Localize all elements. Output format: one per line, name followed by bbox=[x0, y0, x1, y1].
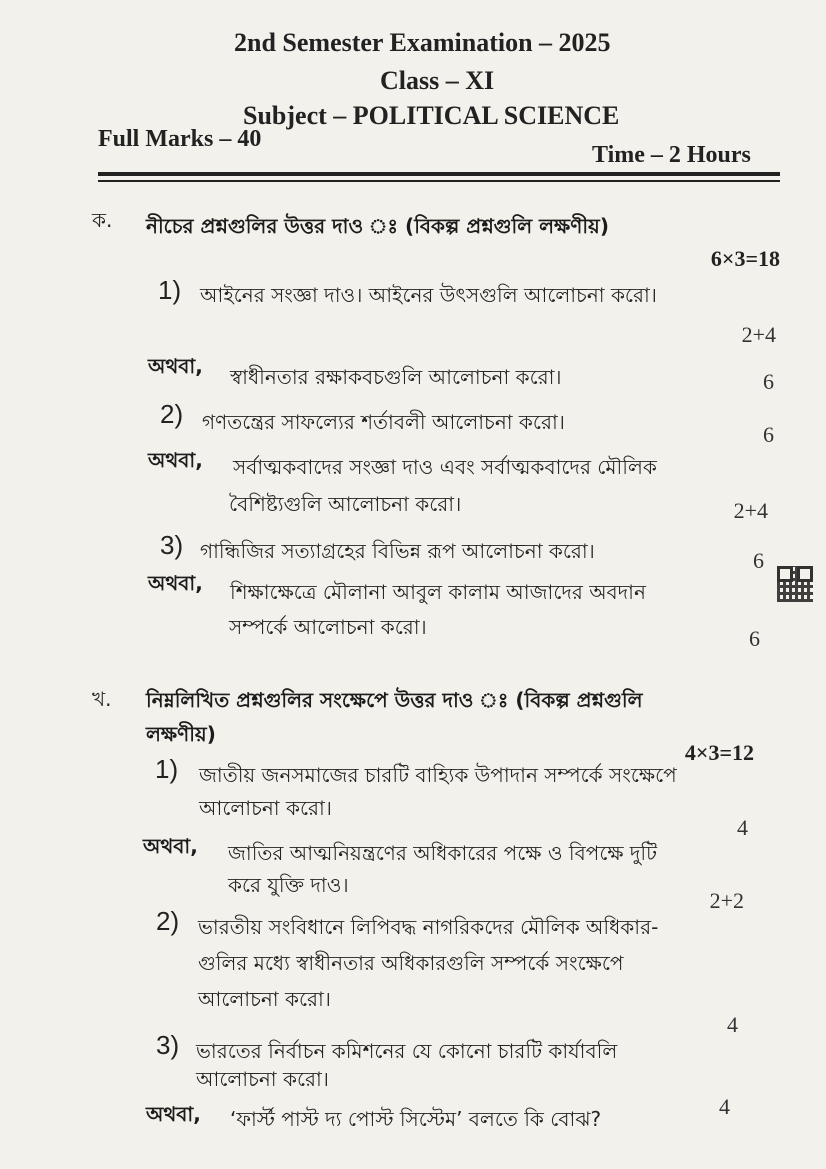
section-a-label: ক. bbox=[92, 208, 113, 232]
a-q2-marks: 6 bbox=[763, 422, 774, 447]
b-q1-marks: 4 bbox=[737, 815, 748, 840]
header-rule-thick bbox=[98, 172, 780, 176]
a-q3-number: 3) bbox=[160, 530, 184, 560]
a-or2-marks: 2+4 bbox=[733, 498, 768, 523]
b-or1-line1: জাতির আত্মনিয়ন্ত্রণের অধিকারের পক্ষে ও বিপক্ষে দুটি bbox=[228, 841, 658, 865]
section-b-title-line1: নিম্নলিখিত প্রশ্নগুলির সংক্ষেপে উত্তর দাও ঃ (বিকল্প প্রশ্নগুলি bbox=[146, 688, 643, 712]
b-q2-line2: গুলির মধ্যে স্বাধীনতার অধিকারগুলি সম্পর্কে সংক্ষেপে bbox=[198, 951, 624, 975]
a-or3-line2: সম্পর্কে আলোচনা করো। bbox=[229, 615, 427, 639]
b-q2-line3: আলোচনা করো। bbox=[198, 987, 331, 1011]
time-limit: Time – 2 Hours bbox=[592, 142, 751, 168]
b-or3-label: অথবা, bbox=[146, 1102, 201, 1126]
a-or1-label: অথবা, bbox=[148, 354, 203, 378]
header-rule-thin bbox=[98, 180, 780, 182]
section-a-marks: 6×3=18 bbox=[710, 246, 780, 271]
b-q3-line2: আলোচনা করো। bbox=[196, 1067, 329, 1091]
b-or3-text: ‘ফার্স্ট পাস্ট দ্য পোস্ট সিস্টেম’ বলতে কি বোঝ? bbox=[230, 1107, 602, 1131]
b-q1-line2: আলোচনা করো। bbox=[199, 796, 332, 820]
b-q3-number: 3) bbox=[156, 1030, 180, 1060]
b-or3-marks: 4 bbox=[719, 1094, 730, 1119]
section-b-label: খ. bbox=[92, 687, 112, 711]
section-a-title: নীচের প্রশ্নগুলির উত্তর দাও ঃ (বিকল্প প্রশ্নগুলি লক্ষণীয়) bbox=[146, 214, 609, 238]
a-q2-number: 2) bbox=[160, 399, 184, 429]
qr-code bbox=[777, 566, 813, 602]
subject-label: Subject – POLITICAL SCIENCE bbox=[243, 101, 620, 130]
a-or1-marks: 6 bbox=[763, 369, 774, 394]
b-or1-marks: 2+2 bbox=[709, 888, 744, 913]
b-q1-number: 1) bbox=[155, 754, 179, 784]
section-b-marks: 4×3=12 bbox=[684, 740, 754, 765]
full-marks: Full Marks – 40 bbox=[98, 126, 262, 152]
a-q1-text: আইনের সংজ্ঞা দাও। আইনের উৎসগুলি আলোচনা করো। bbox=[200, 283, 657, 307]
a-or1-text: স্বাধীনতার রক্ষাকবচগুলি আলোচনা করো। bbox=[230, 365, 562, 389]
a-or3-line1: শিক্ষাক্ষেত্রে মৌলানা আবুল কালাম আজাদের অবদান bbox=[230, 580, 646, 604]
a-or2-label: অথবা, bbox=[148, 448, 203, 472]
a-q1-number: 1) bbox=[158, 275, 182, 305]
b-q2-line1: ভারতীয় সংবিধানে লিপিবদ্ধ নাগরিকদের মৌলিক অধিকার- bbox=[198, 915, 659, 939]
b-q2-marks: 4 bbox=[727, 1012, 738, 1037]
b-q3-line1: ভারতের নির্বাচন কমিশনের যে কোনো চারটি কার্যাবলি bbox=[196, 1039, 618, 1063]
a-or3-marks: 6 bbox=[749, 626, 760, 651]
a-q1-marks: 2+4 bbox=[741, 322, 776, 347]
a-or2-line1: সর্বাত্মকবাদের সংজ্ঞা দাও এবং সর্বাত্মকবাদের মৌলিক bbox=[233, 455, 657, 479]
b-q2-number: 2) bbox=[156, 906, 180, 936]
b-q1-line1: জাতীয় জনসমাজের চারটি বাহ্যিক উপাদান সম্পর্কে সংক্ষেপে bbox=[199, 763, 677, 787]
a-or2-line2: বৈশিষ্ট্যগুলি আলোচনা করো। bbox=[229, 492, 462, 516]
a-q3-marks: 6 bbox=[753, 548, 764, 573]
b-or1-label: অথবা, bbox=[143, 834, 198, 858]
a-q3-text: গান্ধিজির সত্যাগ্রহের বিভিন্ন রূপ আলোচনা করো। bbox=[200, 539, 595, 563]
exam-title: 2nd Semester Examination – 2025 bbox=[234, 28, 611, 57]
section-b-title-line2: লক্ষণীয়) bbox=[146, 722, 216, 746]
a-or3-label: অথবা, bbox=[148, 571, 203, 595]
class-label: Class – XI bbox=[380, 66, 495, 95]
a-q2-text: গণতন্ত্রের সাফল্যের শর্তাবলী আলোচনা করো। bbox=[202, 410, 565, 434]
b-or1-line2: করে যুক্তি দাও। bbox=[228, 873, 349, 897]
